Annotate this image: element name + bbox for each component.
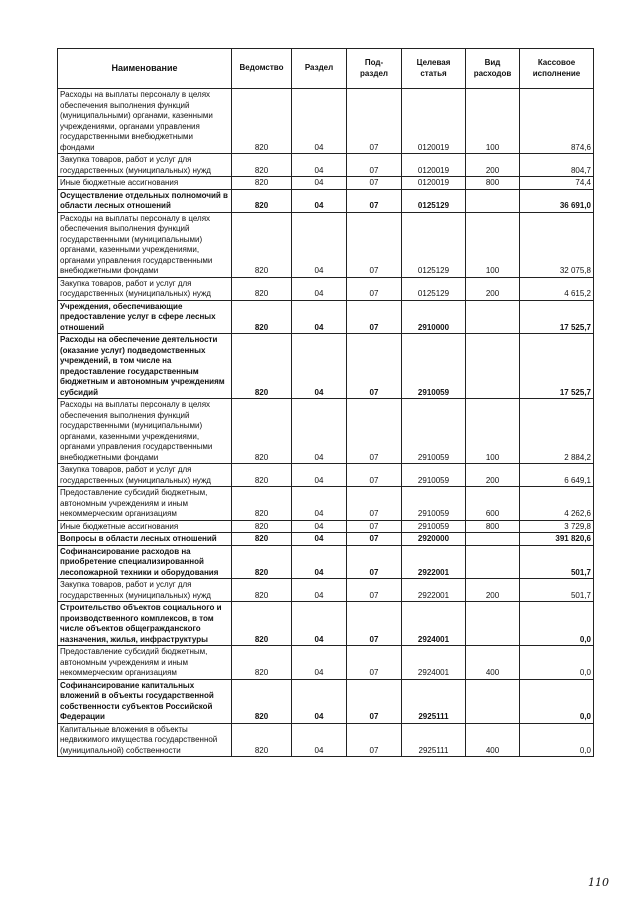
cell-section: 04 — [292, 177, 347, 190]
cell-subsection: 07 — [347, 464, 402, 487]
cell-name: Расходы на выплаты персоналу в целях обеспечения выполнения функций (муниципальными) органами, казенными учреждениями, органами управления государственными внебюджетными фондами — [58, 89, 232, 154]
cell-dept: 820 — [232, 487, 292, 521]
cell-exptype — [466, 300, 520, 334]
cell-exptype: 400 — [466, 723, 520, 757]
cell-name: Иные бюджетные ассигнования — [58, 177, 232, 190]
cell-name: Осуществление отдельных полномочий в области лесных отношений — [58, 189, 232, 212]
cell-exptype: 600 — [466, 487, 520, 521]
cell-subsection: 07 — [347, 399, 402, 464]
cell-amount: 874,6 — [520, 89, 594, 154]
cell-exptype — [466, 545, 520, 579]
cell-dept: 820 — [232, 154, 292, 177]
cell-dept: 820 — [232, 520, 292, 533]
cell-section: 04 — [292, 723, 347, 757]
cell-amount: 0,0 — [520, 646, 594, 680]
page-number: 110 — [588, 876, 609, 889]
cell-dept: 820 — [232, 277, 292, 300]
cell-name: Учреждения, обеспечивающие предоставление услуг в сфере лесных отношений — [58, 300, 232, 334]
cell-name: Закупка товаров, работ и услуг для государственных (муниципальных) нужд — [58, 154, 232, 177]
cell-target: 2924001 — [402, 646, 466, 680]
table-body — [58, 89, 594, 757]
table-row — [58, 487, 594, 521]
cell-target: 2924001 — [402, 602, 466, 646]
cell-section: 04 — [292, 545, 347, 579]
cell-target: 2925111 — [402, 723, 466, 757]
cell-target: 2910059 — [402, 464, 466, 487]
cell-name: Капитальные вложения в объекты недвижимого имущества государственной (муниципальной) собственности — [58, 723, 232, 757]
cell-target: 2920000 — [402, 533, 466, 546]
header-dept: Ведомство — [232, 49, 292, 89]
header-target: Целевая статья — [402, 49, 466, 89]
cell-dept: 820 — [232, 579, 292, 602]
cell-target: 2922001 — [402, 579, 466, 602]
table-row — [58, 277, 594, 300]
cell-dept: 820 — [232, 177, 292, 190]
cell-dept: 820 — [232, 300, 292, 334]
cell-target: 0120019 — [402, 89, 466, 154]
cell-dept: 820 — [232, 189, 292, 212]
cell-section: 04 — [292, 277, 347, 300]
cell-subsection: 07 — [347, 300, 402, 334]
cell-name: Расходы на выплаты персоналу в целях обеспечения выполнения функций государственными (муниципальными) органами, казенными учреждениями, органами управления государственными внебюджетными фондами — [58, 399, 232, 464]
cell-amount: 804,7 — [520, 154, 594, 177]
cell-section: 04 — [292, 334, 347, 399]
cell-amount: 32 075,8 — [520, 212, 594, 277]
cell-name: Предоставление субсидий бюджетным, автономным учреждениям и иным некоммерческим организациям — [58, 487, 232, 521]
cell-name: Строительство объектов социального и производственного комплексов, в том числе объектов общегражданского назначения, жилья, инфраструктуры — [58, 602, 232, 646]
cell-section: 04 — [292, 399, 347, 464]
cell-exptype: 200 — [466, 154, 520, 177]
cell-section: 04 — [292, 602, 347, 646]
table-row — [58, 723, 594, 757]
cell-subsection: 07 — [347, 533, 402, 546]
table-row — [58, 177, 594, 190]
cell-name: Расходы на обеспечение деятельности (оказание услуг) подведомственных учреждений, в том числе на предоставление государственным бюджетным и автономным учреждениям субсидий — [58, 334, 232, 399]
table-row — [58, 464, 594, 487]
table-row — [58, 89, 594, 154]
cell-exptype: 100 — [466, 399, 520, 464]
cell-target: 0120019 — [402, 177, 466, 190]
cell-name: Закупка товаров, работ и услуг для государственных (муниципальных) нужд — [58, 579, 232, 602]
cell-amount: 0,0 — [520, 723, 594, 757]
cell-target: 2910059 — [402, 520, 466, 533]
cell-exptype — [466, 334, 520, 399]
cell-dept: 820 — [232, 679, 292, 723]
cell-exptype — [466, 189, 520, 212]
cell-name: Софинансирование капитальных вложений в объекты государственной собственности субъектов Российской Федерации — [58, 679, 232, 723]
header-amount: Кассовое исполнение — [520, 49, 594, 89]
cell-subsection: 07 — [347, 545, 402, 579]
cell-name: Расходы на выплаты персоналу в целях обеспечения выполнения функций государственными (муниципальными) органами, казенными учреждениями, органами управления государственными внебюджетными фондами — [58, 212, 232, 277]
cell-section: 04 — [292, 533, 347, 546]
table-header-row — [58, 49, 594, 89]
cell-dept: 820 — [232, 646, 292, 680]
table-row — [58, 646, 594, 680]
cell-amount: 391 820,6 — [520, 533, 594, 546]
cell-subsection: 07 — [347, 189, 402, 212]
cell-subsection: 07 — [347, 89, 402, 154]
cell-amount: 0,0 — [520, 602, 594, 646]
cell-name: Закупка товаров, работ и услуг для государственных (муниципальных) нужд — [58, 464, 232, 487]
cell-subsection: 07 — [347, 520, 402, 533]
cell-target: 2910000 — [402, 300, 466, 334]
cell-section: 04 — [292, 300, 347, 334]
cell-name: Предоставление субсидий бюджетным, автономным учреждениям и иным некоммерческим организациям — [58, 646, 232, 680]
cell-name: Закупка товаров, работ и услуг для государственных (муниципальных) нужд — [58, 277, 232, 300]
cell-exptype: 400 — [466, 646, 520, 680]
cell-subsection: 07 — [347, 177, 402, 190]
table-row — [58, 602, 594, 646]
cell-subsection: 07 — [347, 679, 402, 723]
cell-subsection: 07 — [347, 646, 402, 680]
cell-dept: 820 — [232, 723, 292, 757]
table-row — [58, 334, 594, 399]
cell-amount: 74,4 — [520, 177, 594, 190]
table-row — [58, 399, 594, 464]
table-row — [58, 154, 594, 177]
cell-exptype — [466, 602, 520, 646]
cell-subsection: 07 — [347, 579, 402, 602]
cell-section: 04 — [292, 646, 347, 680]
table-row — [58, 545, 594, 579]
budget-table — [57, 48, 594, 757]
header-subsection: Под- раздел — [347, 49, 402, 89]
cell-target: 2925111 — [402, 679, 466, 723]
cell-section: 04 — [292, 212, 347, 277]
cell-target: 2910059 — [402, 487, 466, 521]
cell-amount: 36 691,0 — [520, 189, 594, 212]
cell-amount: 17 525,7 — [520, 300, 594, 334]
cell-section: 04 — [292, 520, 347, 533]
cell-amount: 501,7 — [520, 545, 594, 579]
table-row — [58, 533, 594, 546]
cell-exptype: 100 — [466, 212, 520, 277]
cell-subsection: 07 — [347, 212, 402, 277]
cell-exptype: 800 — [466, 520, 520, 533]
cell-section: 04 — [292, 487, 347, 521]
header-name: Наименование — [58, 49, 232, 89]
cell-subsection: 07 — [347, 277, 402, 300]
header-exptype: Вид расходов — [466, 49, 520, 89]
cell-exptype — [466, 533, 520, 546]
cell-name: Вопросы в области лесных отношений — [58, 533, 232, 546]
cell-exptype: 200 — [466, 579, 520, 602]
table-row — [58, 189, 594, 212]
table-row — [58, 300, 594, 334]
cell-section: 04 — [292, 189, 347, 212]
cell-subsection: 07 — [347, 334, 402, 399]
table-row — [58, 212, 594, 277]
cell-dept: 820 — [232, 602, 292, 646]
cell-section: 04 — [292, 89, 347, 154]
cell-target: 2910059 — [402, 334, 466, 399]
cell-amount: 3 729,8 — [520, 520, 594, 533]
cell-dept: 820 — [232, 334, 292, 399]
cell-section: 04 — [292, 464, 347, 487]
cell-exptype: 800 — [466, 177, 520, 190]
cell-exptype: 100 — [466, 89, 520, 154]
cell-subsection: 07 — [347, 154, 402, 177]
cell-dept: 820 — [232, 212, 292, 277]
cell-dept: 820 — [232, 399, 292, 464]
cell-amount: 2 884,2 — [520, 399, 594, 464]
cell-exptype: 200 — [466, 277, 520, 300]
table-row — [58, 520, 594, 533]
cell-section: 04 — [292, 679, 347, 723]
cell-section: 04 — [292, 154, 347, 177]
cell-dept: 820 — [232, 89, 292, 154]
cell-subsection: 07 — [347, 602, 402, 646]
cell-subsection: 07 — [347, 723, 402, 757]
header-section: Раздел — [292, 49, 347, 89]
cell-target: 0120019 — [402, 154, 466, 177]
cell-target: 0125129 — [402, 189, 466, 212]
cell-target: 0125129 — [402, 212, 466, 277]
cell-amount: 0,0 — [520, 679, 594, 723]
cell-target: 2922001 — [402, 545, 466, 579]
table-row — [58, 579, 594, 602]
cell-amount: 4 615,2 — [520, 277, 594, 300]
cell-amount: 501,7 — [520, 579, 594, 602]
cell-exptype: 200 — [466, 464, 520, 487]
cell-amount: 6 649,1 — [520, 464, 594, 487]
cell-target: 2910059 — [402, 399, 466, 464]
cell-name: Софинансирование расходов на приобретение специализированной лесопожарной техники и оборудования — [58, 545, 232, 579]
cell-section: 04 — [292, 579, 347, 602]
cell-dept: 820 — [232, 533, 292, 546]
cell-amount: 17 525,7 — [520, 334, 594, 399]
cell-name: Иные бюджетные ассигнования — [58, 520, 232, 533]
cell-dept: 820 — [232, 545, 292, 579]
cell-subsection: 07 — [347, 487, 402, 521]
table-row — [58, 679, 594, 723]
cell-amount: 4 262,6 — [520, 487, 594, 521]
cell-dept: 820 — [232, 464, 292, 487]
cell-target: 0125129 — [402, 277, 466, 300]
cell-exptype — [466, 679, 520, 723]
budget-table-container — [57, 48, 593, 757]
